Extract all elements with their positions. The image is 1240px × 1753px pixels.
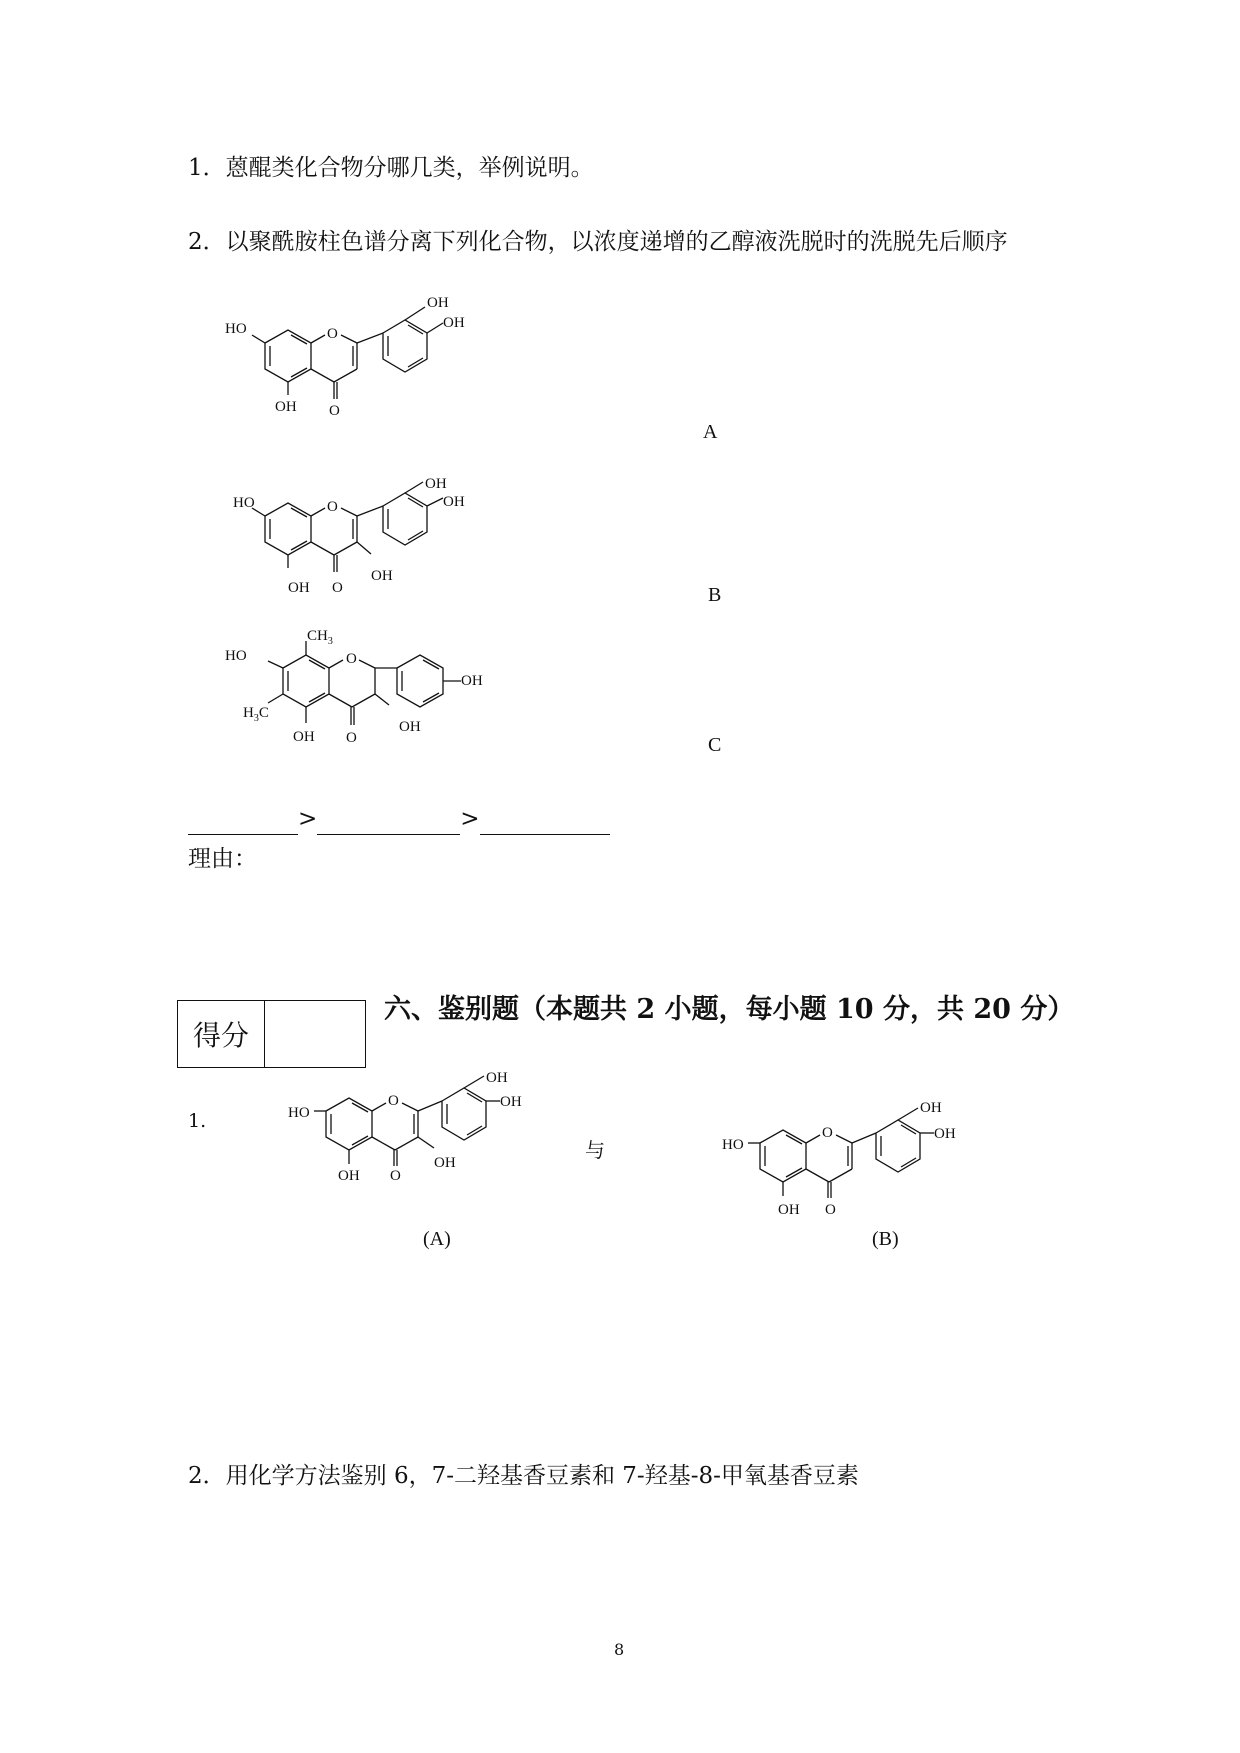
reason-label: 理由： [188,846,257,872]
molecule-b-oh-4prime-label: OH [443,494,465,510]
section-6-molecule-b-structure [722,1100,1012,1235]
molecule-c-carbonyl-label: O [346,730,357,746]
s6-molecule-a-oh-4prime-label: OH [500,1094,522,1110]
molecule-a-oh-5-label: OH [275,399,297,415]
question-2-number: 2． [188,229,226,255]
s6-molecule-a-oh-3prime-label: OH [486,1070,508,1086]
molecule-c-methyl-left-label: $H_3C$ [243,705,269,724]
order-blank-2[interactable] [317,810,460,835]
section-6-molecule-b-caption: (B) [872,1228,899,1250]
s6-molecule-a-ring-oxygen-label: O [388,1093,399,1109]
page-number: 8 [614,1640,625,1659]
order-blank-3[interactable] [480,810,610,835]
question-1-number: 1． [188,155,226,181]
section-6-title: 六、鉴别题（本题共 2 小题，每小题 10 分，共 20 分） [384,994,1075,1025]
molecule-c-structure [225,625,545,760]
section-6-molecule-a-structure [288,1068,578,1203]
s6-molecule-a-ho-label: HO [288,1105,310,1121]
molecule-a-label: A [703,421,718,443]
order-blank-1[interactable] [188,810,298,835]
molecule-b-carbonyl-label: O [332,580,343,596]
molecule-b-structure [225,468,535,618]
molecule-a-ring-oxygen-label: O [327,326,338,342]
molecule-b-ring-oxygen-label: O [327,499,338,515]
molecule-a-oh-4prime-label: OH [443,315,465,331]
section-6-molecule-a-caption: (A) [423,1228,451,1250]
s6-molecule-a-oh-3-label: OH [434,1155,456,1171]
score-box [177,1000,366,1068]
molecule-c-oh-3-label: OH [399,719,421,735]
question-1 [188,152,594,184]
s6-molecule-b-ho-label: HO [722,1137,744,1153]
question-2-text: 以聚酰胺柱色谱分离下列化合物，以浓度递增的乙醇液洗脱时的洗脱先后顺序 [225,229,1008,255]
score-entry-cell[interactable] [265,1001,365,1067]
s6-molecule-b-carbonyl-label: O [825,1202,836,1218]
molecule-b-oh-5-label: OH [288,580,310,596]
section-6-question-2 [188,1460,859,1492]
section-6-q2-number: 2． [188,1463,226,1489]
molecule-b-oh-3-label: OH [371,568,393,584]
molecule-a-structure [225,295,535,445]
section-6-q1-number: 1. [188,1110,207,1132]
molecule-a-carbonyl-label: O [329,403,340,419]
molecule-c-oh-4prime-label: OH [461,673,483,689]
section-6-connector: 与 [585,1138,605,1162]
molecule-c-oh-5-label: OH [293,729,315,745]
s6-molecule-a-oh-5-label: OH [338,1168,360,1184]
molecule-a-oh-3prime-label: OH [427,295,449,311]
molecule-b-label: B [708,584,722,606]
molecule-c-methyl-top-label: $CH_3$ [307,628,333,647]
s6-molecule-b-oh-3prime-label: OH [920,1100,942,1116]
s6-molecule-a-carbonyl-label: O [390,1168,401,1184]
molecule-c-label: C [708,734,722,756]
s6-molecule-b-ring-oxygen-label: O [822,1125,833,1141]
section-6-q2-text: 用化学方法鉴别 6，7-二羟基香豆素和 7-羟基-8-甲氧基香豆素 [225,1463,859,1489]
molecule-b-oh-3prime-label: OH [425,476,447,492]
molecule-c-ho-label: HO [225,648,247,664]
question-2 [188,226,1068,258]
molecule-a-ho-label: HO [225,321,247,337]
score-label: 得分 [178,1001,265,1067]
molecule-b-ho-label: HO [233,495,255,511]
question-1-text: 蒽醌类化合物分哪几类，举例说明。 [225,155,594,181]
order-gt-2: > [460,806,480,832]
molecule-c-ring-oxygen-label: O [346,651,357,667]
s6-molecule-b-oh-5-label: OH [778,1202,800,1218]
s6-molecule-b-oh-4prime-label: OH [934,1126,956,1142]
elution-order-line [188,803,610,835]
order-gt-1: > [298,806,318,832]
